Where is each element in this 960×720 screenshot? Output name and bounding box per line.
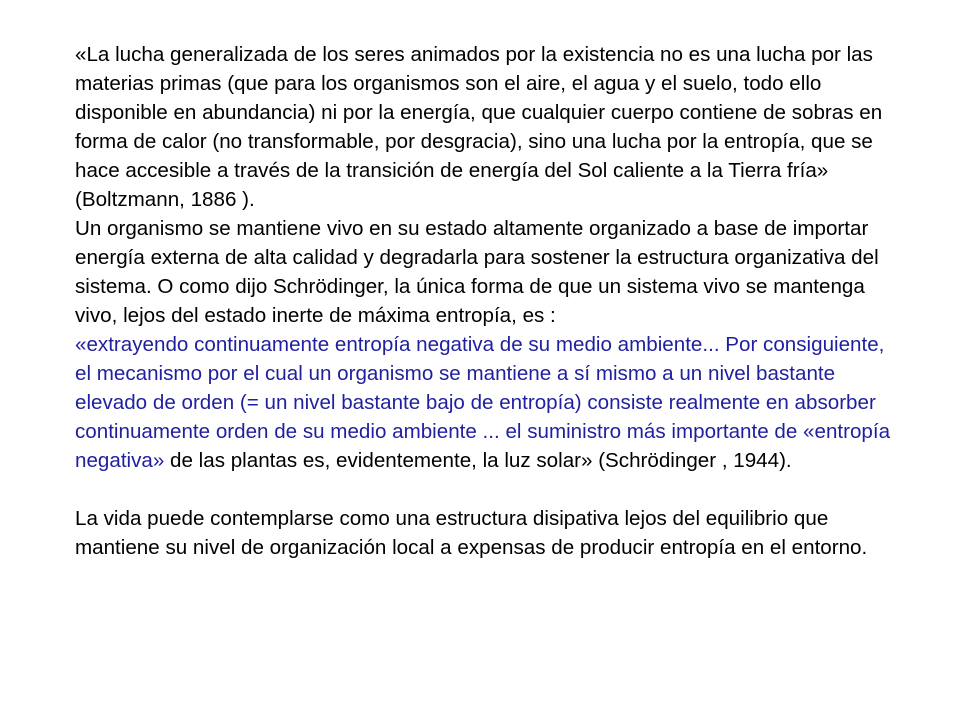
slide-text-body	[75, 40, 900, 562]
paragraph-spacer	[75, 475, 900, 504]
schrodinger-quote-paragraph	[75, 330, 900, 475]
schrodinger-quote-highlight: «extrayendo continuamente entropía negativa de su medio ambiente... Por consiguiente, el mecanismo por el cual un organismo se mantiene a sí mismo a un nivel bastante elevado de orden (= un nivel bastante bajo de entropía) consiste realmente en absorber continuamente orden de su medio ambiente ... el suministro más importante de «entropía negativa»	[75, 333, 891, 472]
organism-paragraph: Un organismo se mantiene vivo en su estado altamente organizado a base de importar energía externa de alta calidad y degradarla para sostener la estructura organizativa del sistema. O como dijo Schrödinger, la única forma de que un sistema vivo se mantenga vivo, lejos del estado inerte de máxima entropía, es :	[75, 217, 879, 327]
boltzmann-quote-paragraph: «La lucha generalizada de los seres animados por la existencia no es una lucha por las materias primas (que para los organismos son el aire, el agua y el suelo, todo ello disponible en abundancia) ni por la energía, que cualquier cuerpo contiene de sobras en forma de calor (no transformable, por desgracia), sino una lucha por la entropía, que se hace accesible a través de la transición de energía del Sol caliente a la Tierra fría» (Boltzmann, 1886 ).	[75, 43, 883, 211]
dissipative-structure-paragraph: La vida puede contemplarse como una estructura disipativa lejos del equilibrio que mantiene su nivel de organización local a expensas de producir entropía en el entorno.	[75, 507, 868, 559]
schrodinger-quote-rest: de las plantas es, evidentemente, la luz solar» (Schrödinger , 1944).	[164, 449, 792, 472]
